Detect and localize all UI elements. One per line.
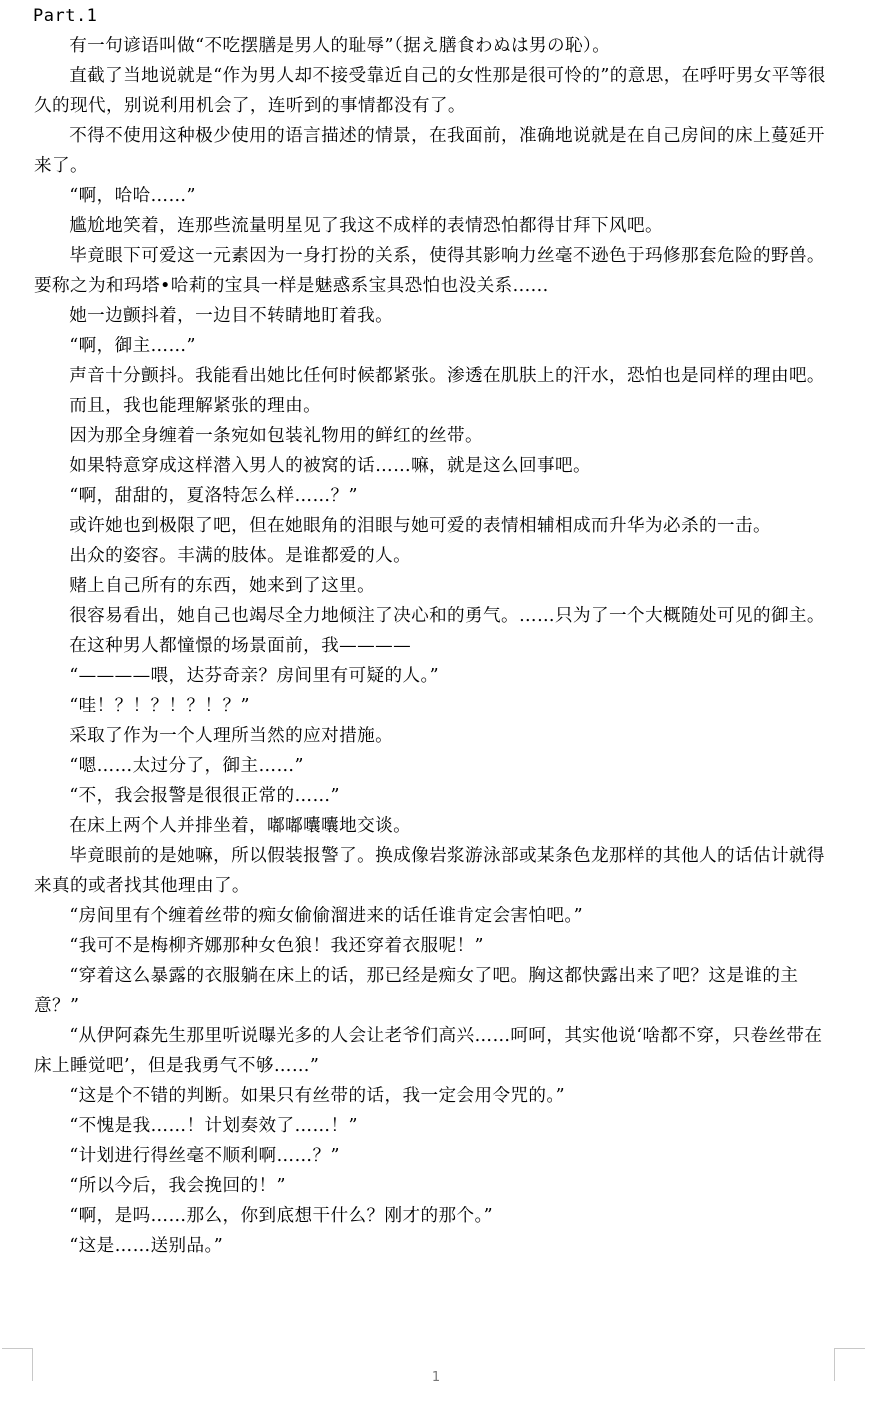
paragraph: 不得不使用这种极少使用的语言描述的情景，在我面前，准确地说就是在自己房间的床上蔓延开来了。	[34, 126, 825, 176]
paragraph: “从伊阿森先生那里听说曝光多的人会让老爷们高兴……呵呵，其实他说‘啥都不穿，只卷丝带在床上睡觉吧’，但是我勇气不够……”	[34, 1026, 823, 1076]
paragraph: “这是……送别品。”	[69, 1236, 224, 1256]
paragraph: 很容易看出，她自己也竭尽全力地倾注了决心和的勇气。……只为了一个大概随处可见的御主。	[69, 606, 825, 626]
paragraph: “不愧是我……！计划奏效了……！”	[69, 1116, 358, 1136]
paragraph: “啊，甜甜的，夏洛特怎么样……？”	[69, 486, 358, 506]
paragraph: “计划进行得丝毫不顺利啊……？”	[69, 1146, 340, 1166]
paragraph: 因为那全身缠着一条宛如包装礼物用的鲜红的丝带。	[69, 426, 484, 446]
paragraph: “穿着这么暴露的衣服躺在床上的话，那已经是痴女了吧。胸这都快露出来了吧？这是谁的主意？”	[34, 966, 799, 1016]
paragraph: “哇！？！？！？！？”	[69, 696, 250, 716]
paragraph: “不，我会报警是很很正常的……”	[69, 786, 340, 806]
paragraph: 出众的姿容。丰满的肢体。是谁都爱的人。	[69, 546, 412, 566]
paragraph: “我可不是梅柳齐娜那种女色狼！我还穿着衣服呢！”	[69, 936, 484, 956]
paragraph: 直截了当地说就是“作为男人却不接受靠近自己的女性那是很可怜的”的意思，在呼吁男女平等很久的现代，别说利用机会了，连听到的事情都没有了。	[34, 66, 826, 116]
paragraph: 如果特意穿成这样潜入男人的被窝的话……嘛，就是这么回事吧。	[69, 456, 592, 476]
paragraph: 在这种男人都憧憬的场景面前，我————	[69, 636, 412, 656]
paragraph: “————喂，达芬奇亲？房间里有可疑的人。”	[69, 666, 440, 686]
page-number: 1	[431, 1370, 441, 1385]
paragraph: 毕竟眼前的是她嘛，所以假装报警了。换成像岩浆游泳部或某条色龙那样的其他人的话估计就得来真的或者找其他理由了。	[34, 846, 825, 896]
section-heading: Part.1	[33, 6, 98, 26]
paragraph: “所以今后，我会挽回的！”	[69, 1176, 286, 1196]
paragraph: 在床上两个人并排坐着，嘟嘟囔囔地交谈。	[69, 816, 412, 836]
paragraph: “这是个不错的判断。如果只有丝带的话，我一定会用令咒的。”	[69, 1086, 566, 1106]
paragraph: “啊，是吗……那么，你到底想干什么？刚才的那个。”	[69, 1206, 494, 1226]
paragraph: “嗯……太过分了，御主……”	[69, 756, 304, 776]
body-text	[34, 31, 834, 1261]
paragraph: 而且，我也能理解紧张的理由。	[69, 396, 322, 416]
paragraph: 有一句谚语叫做“不吃摆膳是男人的耻辱”（据え膳食わぬは男の恥）。	[69, 36, 611, 56]
paragraph: “啊，哈哈……”	[69, 186, 196, 206]
paragraph: 声音十分颤抖。我能看出她比任何时候都紧张。渗透在肌肤上的汗水，恐怕也是同样的理由吧。	[69, 366, 825, 386]
paragraph: “啊，御主……”	[69, 336, 196, 356]
paragraph: 采取了作为一个人理所当然的应对措施。	[69, 726, 394, 746]
paragraph: 毕竟眼下可爱这一元素因为一身打扮的关系，使得其影响力丝毫不逊色于玛修那套危险的野兽。要称之为和玛塔•哈莉的宝具一样是魅惑系宝具恐怕也没关系......	[34, 246, 825, 296]
paragraph: “房间里有个缠着丝带的痴女偷偷溜进来的话任谁肯定会害怕吧。”	[69, 906, 584, 926]
paragraph: 或许她也到极限了吧，但在她眼角的泪眼与她可爱的表情相辅相成而升华为必杀的一击。	[69, 516, 771, 536]
paragraph: 她一边颤抖着，一边目不转睛地盯着我。	[69, 306, 394, 326]
paragraph: 尴尬地笑着，连那些流量明星见了我这不成样的表情恐怕都得甘拜下风吧。	[69, 216, 663, 236]
paragraph: 赌上自己所有的东西，她来到了这里。	[69, 576, 376, 596]
